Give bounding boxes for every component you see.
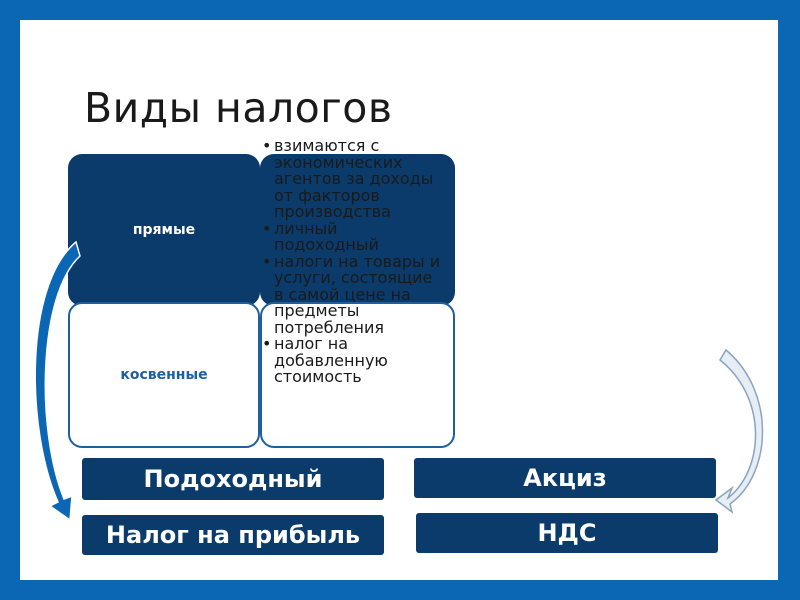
bullet-item: • налоги на товары и услуги, состоящие в самой цене на предметы потребления [262, 254, 442, 337]
income-tax-bar: Подоходный [82, 458, 384, 500]
bullet-item: • налог на добавленную стоимость [262, 336, 442, 386]
curved-arrow-right-icon [716, 350, 763, 512]
profit-tax-bar: Налог на прибыль [82, 515, 384, 555]
curved-arrow-left-icon [35, 242, 80, 520]
bullet-item: • личный подоходный [262, 221, 442, 254]
direct-tax-label: прямые [132, 222, 196, 238]
vat-tax-bar: НДС [416, 513, 718, 553]
slide-title: Виды налогов [84, 84, 393, 132]
bullet-item: • взимаются с экономических агентов за доходы от факторов производства [262, 138, 442, 221]
slide [20, 20, 778, 580]
excise-tax-bar: Акциз [414, 458, 716, 498]
indirect-tax-label: косвенные [120, 367, 208, 383]
